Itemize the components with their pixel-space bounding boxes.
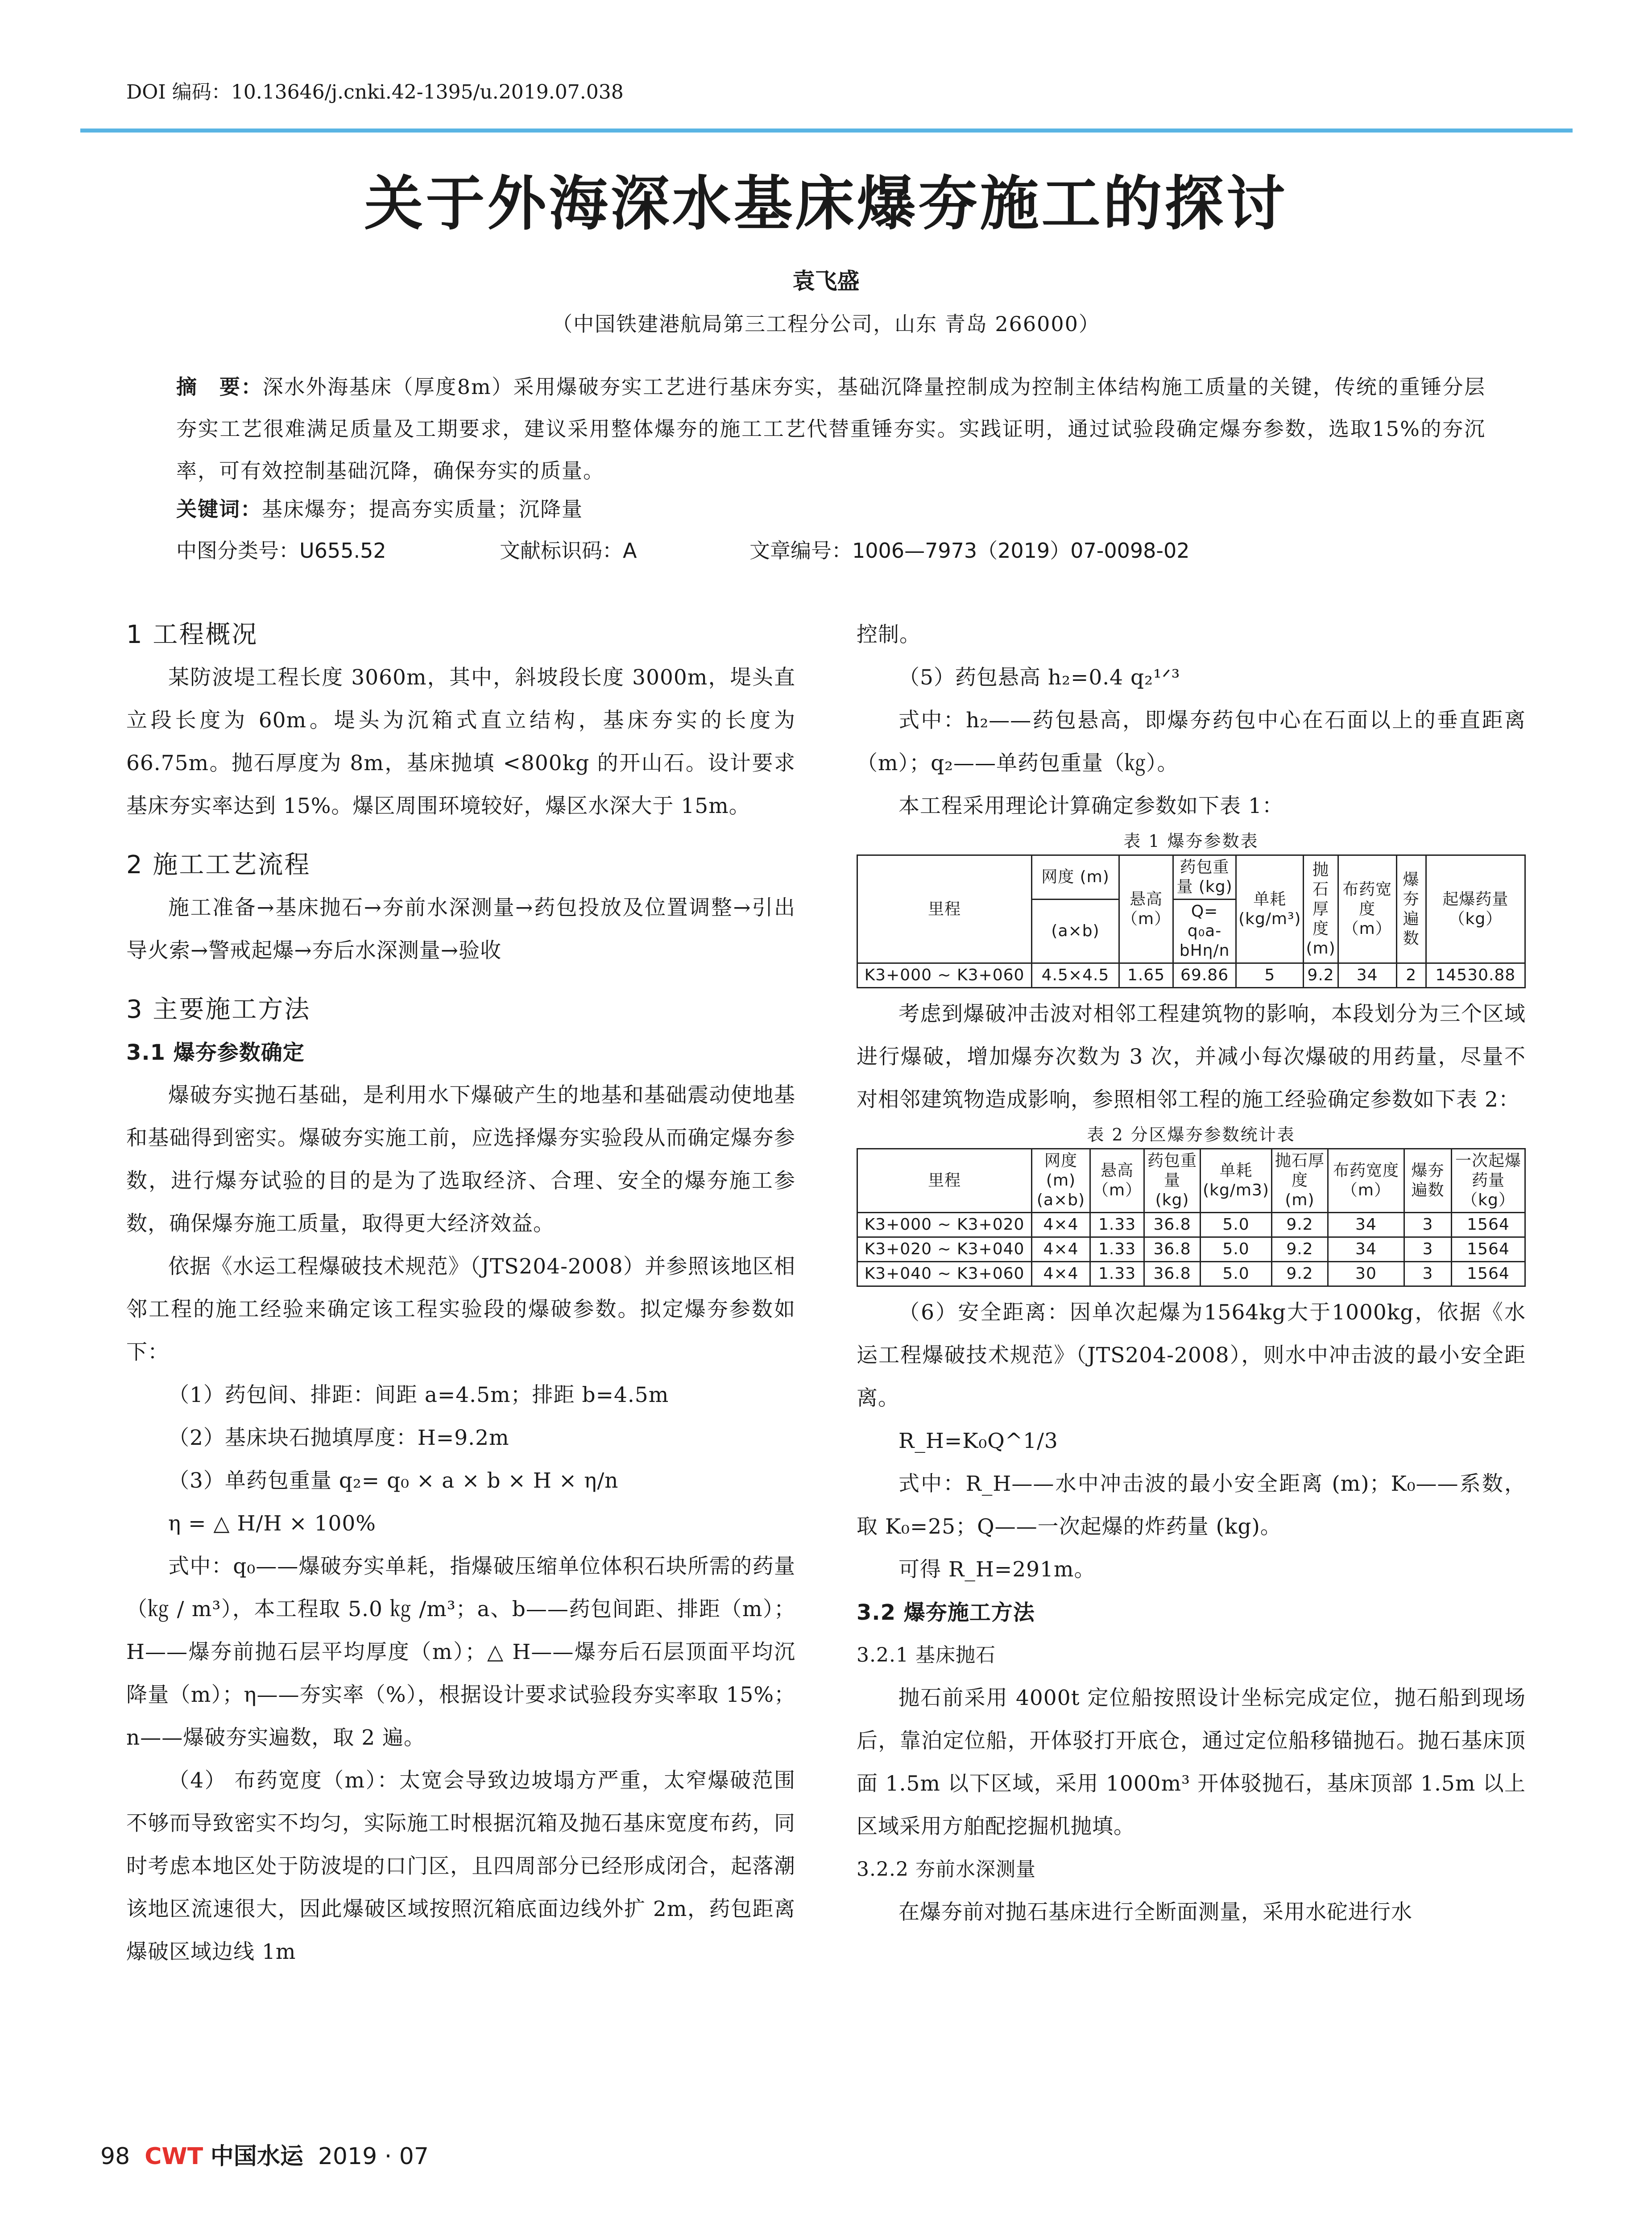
table-cell: 5.0 [1201, 1213, 1272, 1237]
paragraph: 控制。 [857, 622, 921, 647]
table-cell: 3 [1404, 1237, 1451, 1262]
table-cell: 5 [1236, 963, 1304, 988]
paragraph: 爆破夯实抛石基础，是利用水下爆破产生的地基和基础震动使地基和基础得到密实。爆破夯实施工前，应选择爆夯实验段从而确定爆夯参数，进行爆夯试验的目的是为了选取经济、合理、安全的爆夯施工参数，确保爆夯施工质量，取得更大经济效益。 [126, 1083, 795, 1236]
table-cell: 34 [1328, 1237, 1404, 1262]
paragraph: 施工准备→基床抛石→夯前水深测量→药包投放及位置调整→引出导火索→警戒起爆→夯后水深测量→验收 [126, 896, 795, 963]
paragraph: 在爆夯前对抛石基床进行全断面测量，采用水砣进行水 [898, 1900, 1412, 1924]
paragraph: 本工程采用理论计算确定参数如下表 1： [898, 794, 1284, 818]
paragraph: （6）安全距离：因单次起爆为1564kg大于1000kg，依据《水运工程爆破技术规范》（JTS204-2008），则水中冲击波的最小安全距离。 [857, 1300, 1526, 1410]
table-cell: 1.33 [1090, 1237, 1144, 1262]
table-row [857, 1262, 1525, 1286]
table-cell: 1564 [1451, 1237, 1525, 1262]
cwt-logo: CWT [145, 2143, 203, 2170]
table-header-cell: 一次起爆药量（kg） [1451, 1149, 1525, 1213]
table-cell: 36.8 [1144, 1237, 1201, 1262]
table-cell: K3+020 ~ K3+040 [857, 1237, 1032, 1262]
right-column [857, 614, 1526, 1934]
page-number: 98 [100, 2143, 130, 2170]
table-cell: 36.8 [1144, 1213, 1201, 1237]
table-header-row [857, 855, 1525, 900]
left-column [126, 614, 795, 1974]
table-cell: 5.0 [1201, 1262, 1272, 1286]
table-header-cell: 起爆药量（kg） [1426, 855, 1525, 963]
table-cell: 9.2 [1304, 963, 1338, 988]
table-header-cell: 抛石厚度 (m) [1271, 1149, 1328, 1213]
param-item-2: （2）基床块石抛填厚度：H=9.2m [168, 1426, 509, 1450]
table-header-cell: 单耗 (kg/m3) [1201, 1149, 1272, 1213]
param-item-1: （1）药包间、排距：间距 a=4.5m；排距 b=4.5m [168, 1383, 669, 1407]
subsection-3-2-1-heading: 3.2.1 基床抛石 [857, 1644, 996, 1667]
table-header-row [857, 1149, 1525, 1213]
table-header-cell: 网度 (m) (a×b) [1032, 1149, 1090, 1213]
table-cell: 1564 [1451, 1262, 1525, 1286]
article-number: 文章编号：1006—7973（2019）07-0098-02 [749, 539, 1190, 563]
table-row [857, 1213, 1525, 1237]
doi-code: DOI 编码：10.13646/j.cnki.42-1395/u.2019.07.038 [126, 81, 624, 104]
section-3-heading: 3 主要施工方法 [126, 995, 311, 1024]
table-header-cell: 悬高（m） [1119, 855, 1173, 963]
table-header-cell: 抛石厚度 (m) [1304, 855, 1338, 963]
table-cell: 1564 [1451, 1213, 1525, 1237]
section-2-heading: 2 施工工艺流程 [126, 850, 311, 879]
table-cell: 1.65 [1119, 963, 1173, 988]
paragraph: 考虑到爆破冲击波对相邻工程建筑物的影响，本段划分为三个区域进行爆破，增加爆夯次数为 3 次，并减小每次爆破的用药量，尽量不对相邻建筑物造成影响，参照相邻工程的施工经验确定参数如下表 2： [857, 1002, 1526, 1112]
table-header-cell: 药包重量 (kg) [1144, 1149, 1201, 1213]
paragraph: 式中：h₂——药包悬高，即爆夯药包中心在石面以上的垂直距离（m）；q₂——单药包重量（㎏）。 [857, 708, 1526, 775]
abstract [176, 366, 1486, 492]
table-header-cell: 爆夯遍数 [1396, 855, 1426, 963]
table-2 [857, 1148, 1526, 1287]
table-header-cell: 悬高（m） [1090, 1149, 1144, 1213]
table-cell: 1.33 [1090, 1213, 1144, 1237]
table-cell: K3+000 ~ K3+060 [857, 963, 1032, 988]
table-header-cell: 单耗 (kg/m³) [1236, 855, 1304, 963]
table-header-cell: Q= q₀a-bHη/n [1173, 900, 1236, 963]
keywords-text: 基床爆夯；提高夯实质量；沉降量 [262, 497, 583, 521]
section-1-heading: 1 工程概况 [126, 620, 258, 649]
page-footer [100, 2137, 429, 2171]
table-cell: 2 [1396, 963, 1426, 988]
paragraph: 依据《水运工程爆破技术规范》（JTS204-2008）并参照该地区相邻工程的施工经验来确定该工程实验段的爆破参数。拟定爆夯参数如下： [126, 1254, 795, 1364]
paragraph: 抛石前采用 4000t 定位船按照设计坐标完成定位，抛石船到现场后，靠泊定位船，开体驳打开底仓，通过定位船移锚抛石。抛石基床顶面 1.5m 以下区域，采用 1000m³ 开体驳抛石，基床顶部 1.5m 以上区域采用方舶配挖掘机抛填。 [857, 1686, 1526, 1839]
table-cell: 34 [1328, 1213, 1404, 1237]
formula-rh: R_H=K₀Q^1/3 [898, 1429, 1058, 1453]
author: 袁飞盛 [792, 268, 860, 294]
table-cell: 9.2 [1271, 1237, 1328, 1262]
table-header-cell: 网度 (m) [1032, 855, 1119, 900]
table-cell: 3 [1404, 1262, 1451, 1286]
issue: 2019 · 07 [318, 2143, 429, 2170]
header-rule [80, 129, 1573, 133]
table-row [857, 1237, 1525, 1262]
table-cell: 34 [1338, 963, 1396, 988]
document-code: 文献标识码：A [500, 539, 637, 563]
journal-name: 中国水运 [210, 2143, 303, 2170]
table-cell: 4×4 [1032, 1213, 1090, 1237]
subsection-3-1-heading: 3.1 爆夯参数确定 [126, 1040, 305, 1065]
table-cell: K3+000 ~ K3+020 [857, 1213, 1032, 1237]
table-cell: 14530.88 [1426, 963, 1525, 988]
abstract-text: 深水外海基床（厚度8m）采用爆破夯实工艺进行基床夯实，基础沉降量控制成为控制主体结构施工质量的关键，传统的重锤分层夯实工艺很难满足质量及工期要求，建议采用整体爆夯的施工工艺代替重锤夯实。实践证明，通过试验段确定爆夯参数，选取15%的夯沉率，可有效控制基础沉降，确保夯实的质量。 [176, 375, 1486, 483]
paragraph: 式中：q₀——爆破夯实单耗，指爆破压缩单位体积石块所需的药量（㎏ / m³），本工程取 5.0 ㎏ /m³；a、b——药包间距、排距（m）；H——爆夯前抛石层平均厚度（m）；△ H——爆夯后石层顶面平均沉降量（m）；η——夯实率（%），根据设计要求试验段夯实率取 15%；n——爆破夯实遍数，取 2 遍。 [126, 1554, 795, 1750]
table-cell: 3 [1404, 1213, 1451, 1237]
keywords [176, 493, 583, 523]
table-cell: 69.86 [1173, 963, 1236, 988]
table-row [857, 963, 1525, 988]
table-header-cell: 药包重量 (kg) [1173, 855, 1236, 900]
abstract-label: 摘 要： [176, 375, 263, 399]
table-header-cell: 里程 [857, 1149, 1032, 1213]
table-cell: 30 [1328, 1262, 1404, 1286]
table-cell: 4×4 [1032, 1262, 1090, 1286]
table-2-caption: 表 2 分区爆夯参数统计表 [1087, 1125, 1296, 1145]
subsection-3-2-2-heading: 3.2.2 夯前水深测量 [857, 1858, 1036, 1881]
table-header-cell: (a×b) [1032, 900, 1119, 963]
param-item-5: （5）药包悬高 h₂=0.4 q₂¹ᐟ³ [898, 665, 1180, 690]
paragraph: （4） 布药宽度（m）：太宽会导致边坡塌方严重，太窄爆破范围不够而导致密实不均匀，实际施工时根据沉箱及抛石基床宽度布药，同时考虑本地区处于防波堤的口门区，且四周部分已经形成闭合，起落潮该地区流速很大，因此爆破区域按照沉箱底面边线外扩 2m，药包距离爆破区域边线 1m [126, 1768, 795, 1964]
subsection-3-2-heading: 3.2 爆夯施工方法 [857, 1600, 1035, 1625]
paragraph: 某防波堤工程长度 3060m，其中，斜坡段长度 3000m，堤头直立段长度为 60m。堤头为沉箱式直立结构，基床夯实的长度为66.75m。抛石厚度为 8m，基床抛填 <800kg 的开山石。设计要求基床夯实率达到 15%。爆区周围环境较好，爆区水深大于 15m。 [126, 665, 795, 818]
table-header-cell: 布药宽度（m） [1328, 1149, 1404, 1213]
table-cell: 5.0 [1201, 1237, 1272, 1262]
table-cell: 36.8 [1144, 1262, 1201, 1286]
formula-eta: η = △ H/H × 100% [168, 1511, 376, 1536]
keywords-label: 关键词： [176, 497, 262, 521]
table-1 [857, 854, 1526, 988]
table-header-cell: 里程 [857, 855, 1032, 963]
paragraph: 式中：R_H——水中冲击波的最小安全距离 (m)；K₀——系数，取 K₀=25；Q——一次起爆的炸药量 (kg)。 [857, 1472, 1526, 1539]
table-cell: 4×4 [1032, 1237, 1090, 1262]
paragraph: 可得 R_H=291m。 [898, 1557, 1096, 1582]
table-header-cell: 布药宽度（m） [1338, 855, 1396, 963]
table-header-cell: 爆夯遍数 [1404, 1149, 1451, 1213]
clc-number: 中图分类号：U655.52 [176, 539, 386, 563]
paper-title: 关于外海深水基床爆夯施工的探讨 [364, 169, 1288, 238]
table-1-caption: 表 1 爆夯参数表 [1123, 831, 1259, 851]
param-item-3: （3）单药包重量 q₂= q₀ × a × b × H × η/n [168, 1468, 619, 1493]
table-cell: 4.5×4.5 [1032, 963, 1119, 988]
table-cell: 9.2 [1271, 1213, 1328, 1237]
table-cell: K3+040 ~ K3+060 [857, 1262, 1032, 1286]
affiliation: （中国铁建港航局第三工程分公司，山东 青岛 266000） [552, 312, 1100, 336]
table-cell: 9.2 [1271, 1262, 1328, 1286]
table-cell: 1.33 [1090, 1262, 1144, 1286]
